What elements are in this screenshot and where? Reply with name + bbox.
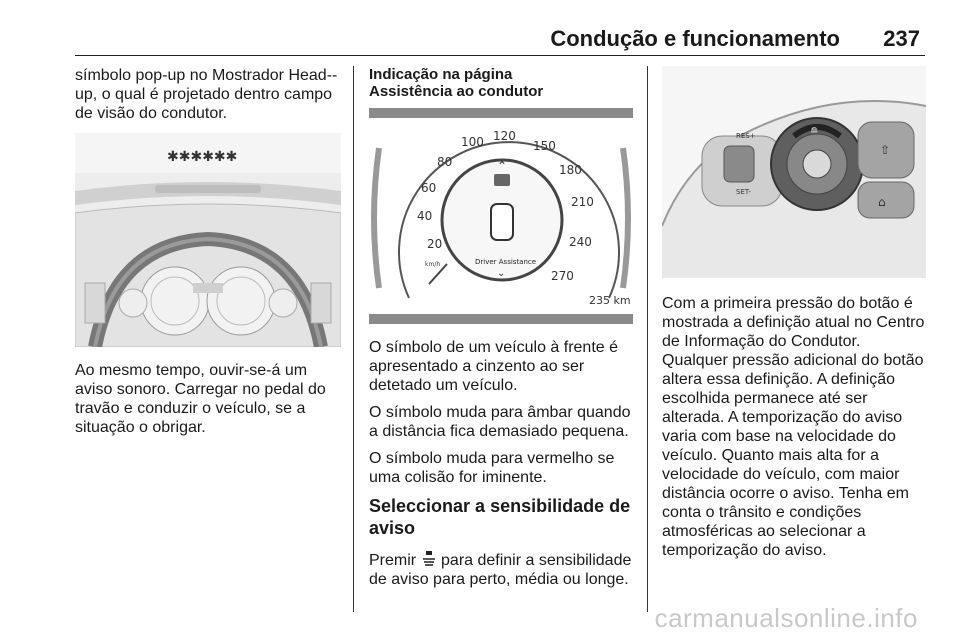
col2-paragraph-3: O símbolo muda para vermelho se uma colisão for iminente.: [369, 450, 615, 486]
speed-label-210: 210: [571, 195, 594, 209]
chevron-up-icon: ⌃: [497, 159, 508, 173]
column-divider-right: [647, 66, 648, 612]
distance-sensitivity-icon: [421, 551, 437, 567]
kmh-label: km/h: [425, 261, 441, 268]
header-rule: [75, 55, 925, 56]
section-heading-driver-assistance: Assistência ao condutor: [369, 83, 544, 100]
section-heading-page-indication: Indicação na página: [369, 66, 513, 83]
svg-text:⇧: ⇧: [880, 143, 891, 157]
column-1: [75, 66, 341, 445]
watermark: carmanualsonline.info: [654, 603, 918, 633]
odometer-readout: 235 km: [589, 294, 631, 307]
p4-after-icon: para definir a sensibilidade de aviso para perto, média ou longe.: [369, 552, 632, 588]
speed-label-240: 240: [569, 235, 592, 249]
svg-text:⌂: ⌂: [878, 195, 886, 209]
col2-paragraph-1: O símbolo de um veículo à frente é apresentado a cinzento ao ser detetado um veículo.: [369, 339, 619, 394]
page-header-title: Condução e funcionamento: [550, 26, 840, 51]
res-set-rocker-button: [724, 146, 754, 182]
col1-paragraph-bottom: Ao mesmo tempo, ouvir-se-á um aviso sonoro. Carregar no pedal do travão e conduzir o veículo, se a situação o obrigar.: [75, 362, 326, 436]
instrument-cluster-illustration: [369, 108, 633, 324]
col2-paragraph-4: [369, 551, 633, 589]
section-heading-sensitivity: Seleccionar a sensibilidade de aviso: [369, 496, 631, 538]
col1-paragraph-top: símbolo pop-up no Mostrador Head--up, o qual é projetado dentro campo de visão do condutor.: [75, 67, 338, 122]
speed-label-150: 150: [533, 139, 556, 153]
speed-label-120: 120: [493, 129, 516, 143]
speed-label-40: 40: [417, 209, 433, 223]
steering-wheel-controls-illustration: [662, 66, 926, 278]
column-2: [369, 66, 633, 597]
column-3: [662, 66, 926, 568]
p4-before-icon: Premir: [369, 552, 417, 569]
own-vehicle-icon: [491, 204, 513, 240]
col3-paragraph: Com a primeira pressão do botão é mostrada a definição atual no Centro de Informação do Condutor. Qualquer pressão adicional do botão altera essa definição. A definição escolhida permanece até ser alterada. A temporização do aviso varia com base na velocidade do veículo. Quanto mais alta for a velocidade do veículo, com maior distância ocorre o aviso. Tenha em conta o trânsito e condições atmosféricas ao selecionar a temporização do aviso.: [662, 295, 925, 559]
speed-label-20: 20: [427, 237, 443, 251]
res-plus-label: RES+: [736, 132, 756, 140]
speed-label-80: 80: [437, 155, 453, 169]
set-minus-label: SET-: [736, 188, 752, 196]
hud-popup-symbols: ✱✱✱✱✱✱: [167, 149, 238, 165]
driver-assistance-label: Driver Assistance: [475, 258, 537, 266]
distance-sensitivity-button-icon: ≘: [810, 126, 819, 137]
vehicle-ahead-icon: [494, 174, 510, 186]
col2-paragraph-2: O símbolo muda para âmbar quando a distância fica demasiado pequena.: [369, 404, 631, 440]
speed-label-270: 270: [551, 269, 574, 283]
speed-label-60: 60: [421, 181, 437, 195]
page-number: 237: [883, 26, 920, 51]
chevron-down-icon: ⌄: [497, 268, 506, 279]
speed-label-100: 100: [461, 135, 484, 149]
speed-label-180: 180: [559, 163, 582, 177]
head-up-display-illustration: [75, 133, 341, 347]
column-divider-left: [353, 66, 354, 612]
